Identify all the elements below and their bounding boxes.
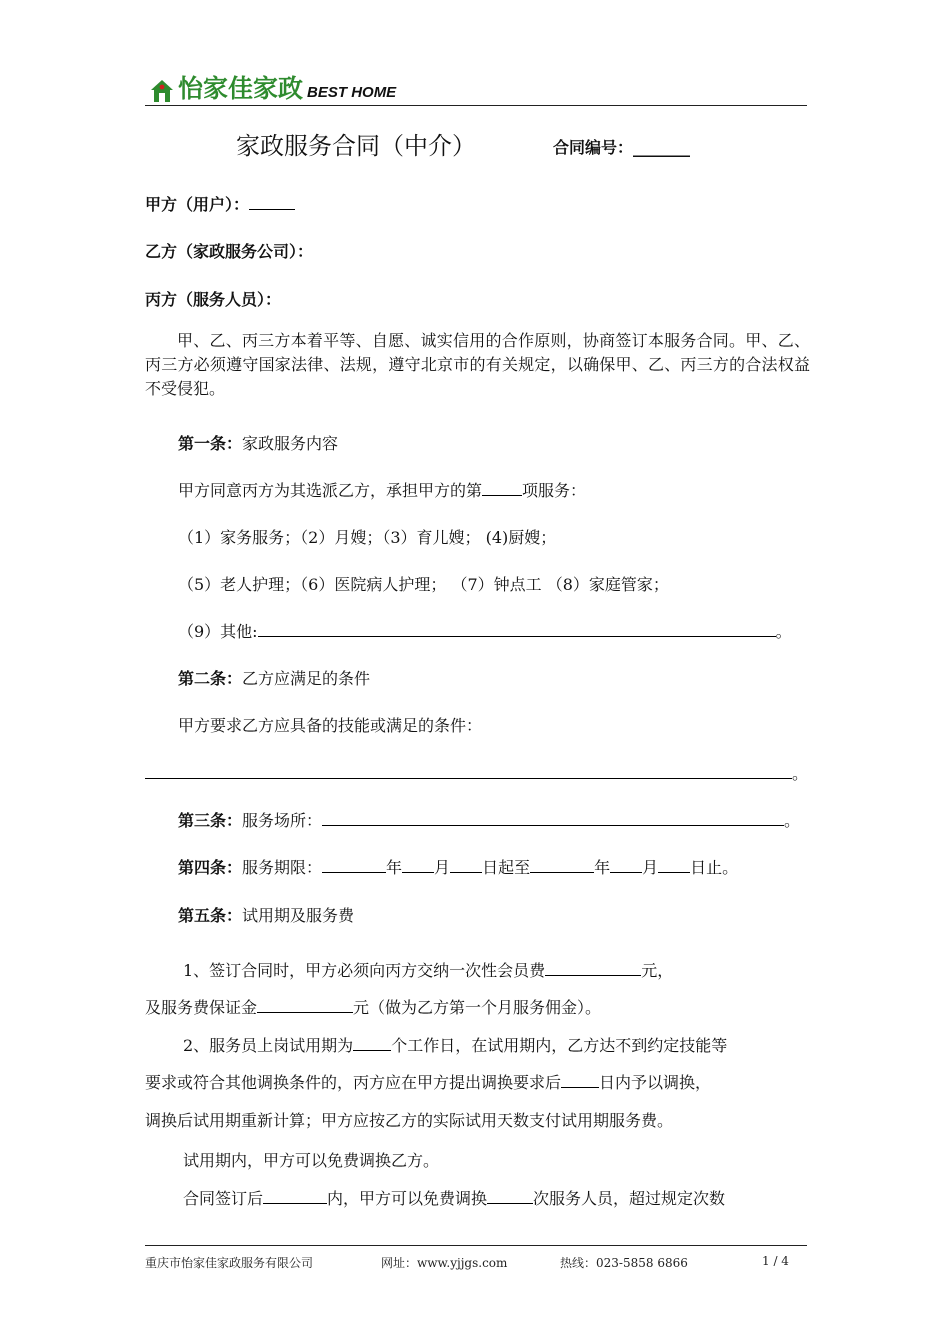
service-options-row3 — [178, 619, 792, 642]
deposit-blank — [257, 998, 353, 1013]
article-3-title: 服务场所： — [242, 811, 323, 830]
month-label: 月 — [434, 858, 451, 877]
article-2-blank-line — [145, 761, 808, 784]
start-month-blank — [402, 858, 434, 873]
other-service-label: （9）其他: — [178, 622, 258, 641]
article-2-title: 乙方应满足的条件 — [242, 669, 371, 688]
service-period-label: 服务期限： — [242, 858, 323, 877]
trial-period-suffix: 个工作日，在试用期内，乙方达不到约定技能等 — [391, 1036, 728, 1055]
article-5-p1-line1 — [183, 958, 673, 981]
intro-paragraph: 甲、乙、丙三方本着平等、自愿、诚实信用的合作原则，协商签订本服务合同。甲、乙、丙三方必须遵守国家法律、法规，遵守北京市的有关规定，以确保甲、乙、丙三方的合法权益不受侵犯。 — [145, 331, 810, 398]
article-5-heading — [178, 903, 354, 926]
trial-days-blank — [353, 1036, 391, 1051]
contract-number-label: 合同编号： — [553, 138, 634, 157]
party-a-line — [145, 192, 295, 215]
yuan-label: 元， — [641, 961, 674, 980]
month-label: 月 — [642, 858, 659, 877]
article-1-line1-suffix: 项服务： — [522, 481, 587, 500]
article-4-number: 第四条： — [178, 858, 243, 877]
header-divider — [145, 105, 807, 106]
brand-logo — [150, 70, 396, 104]
other-service-blank — [258, 622, 776, 637]
deposit-text: 及服务费保证金 — [145, 998, 258, 1017]
after-signing-text: 合同签订后 — [183, 1189, 264, 1208]
page-title: 家政服务合同（中介） — [236, 132, 476, 160]
footer-divider — [145, 1245, 807, 1246]
house-logo-icon — [150, 78, 174, 104]
replacement-suffix: 日内予以调换， — [599, 1073, 712, 1092]
membership-fee-text: 1、签订合同时，甲方必须向丙方交纳一次性会员费 — [183, 961, 546, 980]
free-replace-suffix: 次服务人员，超过规定次数 — [533, 1189, 726, 1208]
article-5-p2-line3: 调换后试用期重新计算；甲方应按乙方的实际试用天数支付试用期服务费。 — [145, 1111, 674, 1130]
article-5-p3: 试用期内，甲方可以免费调换乙方。 — [183, 1151, 440, 1170]
article-1-title: 家政服务内容 — [242, 434, 339, 453]
contract-number-value: ________ — [633, 138, 690, 157]
free-replace-text: 内，甲方可以免费调换 — [327, 1189, 488, 1208]
replacement-days-blank — [561, 1073, 599, 1088]
article-5-number: 第五条： — [178, 906, 243, 925]
logo-chinese-text: 怡家佳家政 — [178, 74, 304, 103]
article-5-p4 — [183, 1186, 725, 1209]
party-b-label: 乙方（家政服务公司）： — [145, 242, 314, 261]
article-5-p2-line1 — [183, 1033, 727, 1056]
membership-fee-blank — [545, 961, 641, 976]
article-3-number: 第三条： — [178, 811, 243, 830]
service-options-row1: （1）家务服务；（2）月嫂；（3）育儿嫂； (4)厨嫂； — [178, 528, 557, 547]
start-to-label: 日起至 — [482, 858, 531, 877]
period-mark: 。 — [792, 764, 809, 783]
footer-website: 网址：www.yjjgs.com — [381, 1256, 508, 1270]
service-number-blank — [482, 481, 522, 496]
footer-phone: 热线：023-5858 6866 — [560, 1256, 688, 1270]
party-a-label: 甲方（用户）： — [145, 195, 250, 214]
free-period-blank — [263, 1189, 327, 1204]
trial-period-text: 2、服务员上岗试用期为 — [183, 1036, 354, 1055]
conditions-blank — [145, 764, 792, 779]
start-year-blank — [322, 858, 386, 873]
article-2-heading — [178, 666, 370, 689]
article-5-p1-line2 — [145, 995, 601, 1018]
end-month-blank — [610, 858, 642, 873]
deposit-suffix: 元（做为乙方第一个月服务佣金）。 — [353, 998, 602, 1017]
article-2-line1: 甲方要求乙方应具备的技能或满足的条件： — [178, 716, 483, 735]
article-1-line1 — [178, 478, 586, 501]
replacement-text: 要求或符合其他调换条件的，丙方应在甲方提出调换要求后 — [145, 1073, 562, 1092]
start-day-blank — [450, 858, 482, 873]
article-2-number: 第二条： — [178, 669, 243, 688]
footer-page-number: 1 / 4 — [762, 1254, 789, 1268]
article-4-line — [178, 855, 738, 878]
logo-english-text: BEST HOME — [307, 84, 397, 101]
footer-company: 重庆市怡家佳家政服务有限公司 — [145, 1256, 314, 1270]
end-label: 日止。 — [690, 858, 739, 877]
party-a-blank — [249, 195, 295, 210]
year-label: 年 — [386, 858, 403, 877]
article-1-heading — [178, 431, 338, 454]
service-options-row2: （5）老人护理；（6）医院病人护理； （7）钟点工 （8）家庭管家； — [178, 575, 669, 594]
party-c-label: 丙方（服务人员）： — [145, 290, 282, 309]
article-1-number: 第一条： — [178, 434, 243, 453]
year-label: 年 — [594, 858, 611, 877]
end-year-blank — [530, 858, 594, 873]
article-3-line — [178, 808, 800, 831]
end-day-blank — [658, 858, 690, 873]
free-times-blank — [487, 1189, 533, 1204]
period-mark: 。 — [784, 811, 801, 830]
period-mark: 。 — [775, 622, 792, 641]
article-5-p2-line2 — [145, 1070, 711, 1093]
article-5-title: 试用期及服务费 — [242, 906, 355, 925]
contract-number — [553, 135, 689, 158]
article-1-line1-text: 甲方同意丙方为其选派乙方，承担甲方的第 — [178, 481, 483, 500]
service-location-blank — [322, 811, 784, 826]
